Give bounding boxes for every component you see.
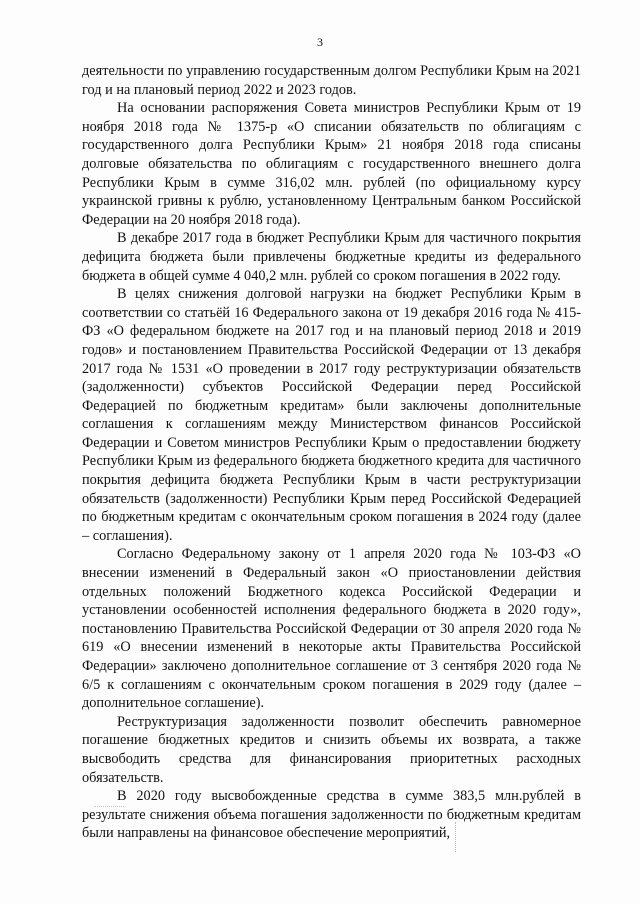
paragraph-continuation: деятельности по управлению государственным долгом Республики Крым на 2021 год и на плановый период 2022 и 2023 годов. [82, 63, 581, 98]
paragraph-released-funds-2020: В 2020 году высвобожденные средства в сумме 383,5 млн.рублей в результате снижения объема погашения задолженности по бюджетным кредитам были направлены на финансовое обеспечение мероприятий, [82, 788, 581, 842]
page-number: 3 [317, 35, 323, 49]
paragraph-federal-law-2020: Согласно Федеральному закону от 1 апреля 2020 года № 103-ФЗ «О внесении изменений в Федеральный закон «О приостановлении действия отдельных положений Бюджетного кодекса Российской Федерации и установлении особенностей исполнения федерального бюджета в 2020 году», постановлению Правительства Российской Федерации от 30 апреля 2020 года № 619 «О внесении изменений в некоторые акты Правительства Российской Федерации» заключено дополнительное соглашение от 3 сентября 2020 года № 6/5 к соглашениям с окончательным сроком погашения в 2029 году (далее – дополнительное соглашение). [82, 546, 581, 712]
scan-artifact [455, 822, 464, 852]
paragraph-budget-credits-2017: В декабре 2017 года в бюджет Республики Крым для частичного покрытия дефицита бюджета были привлечены бюджетные кредиты из федерального бюджета в общей сумме 4 040,2 млн. рублей со сроком погашения в 2022 году. [82, 230, 581, 284]
paragraph-restructuring-effect: Реструктуризация задолженности позволит обеспечить равномерное погашение бюджетных кредитов и снизить объемы их возврата, а также высвободить средства для финансирования приоритетных расходных обязательств. [82, 713, 581, 786]
document-body [82, 62, 581, 843]
paragraph-bond-write-off: На основании распоряжения Совета министров Республики Крым от 19 ноября 2018 года № 1375-р «О списании обязательств по облигациям с государственного долга Республики Крым» 21 ноября 2018 года списаны долговые обязательства по облигациям с государственного внешнего долга Республики Крым в сумме 316,02 млн. рублей (по официальному курсу украинской гривны к рублю, установленному Центральным банком Российской Федерации на 20 ноября 2018 года). [82, 100, 581, 228]
paragraph-debt-restructuring: В целях снижения долговой нагрузки на бюджет Республики Крым в соответствии со статьёй 16 Федерального закона от 19 декабря 2016 года № 415-ФЗ «О федеральном бюджете на 2017 год и на плановый период 2018 и 2019 годов» и постановлением Правительства Российской Федерации от 13 декабря 2017 года № 1531 «О проведении в 2017 году реструктуризации обязательств (задолженности) субъектов Российской Федерации перед Российской Федерацией по бюджетным кредитам» были заключены дополнительные соглашения к соглашениям между Министерством финансов Российской Федерации и Советом министров Республики Крым о предоставлении бюджету Республики Крым из федерального бюджета бюджетного кредита для частичного покрытия дефицита бюджета Республики Крым в части реструктуризации обязательств (задолженности) Республики Крым перед Российской Федерацией по бюджетным кредитам с окончательным сроком погашения в 2024 году (далее – соглашения). [82, 286, 581, 544]
scan-artifact-line [94, 806, 124, 808]
